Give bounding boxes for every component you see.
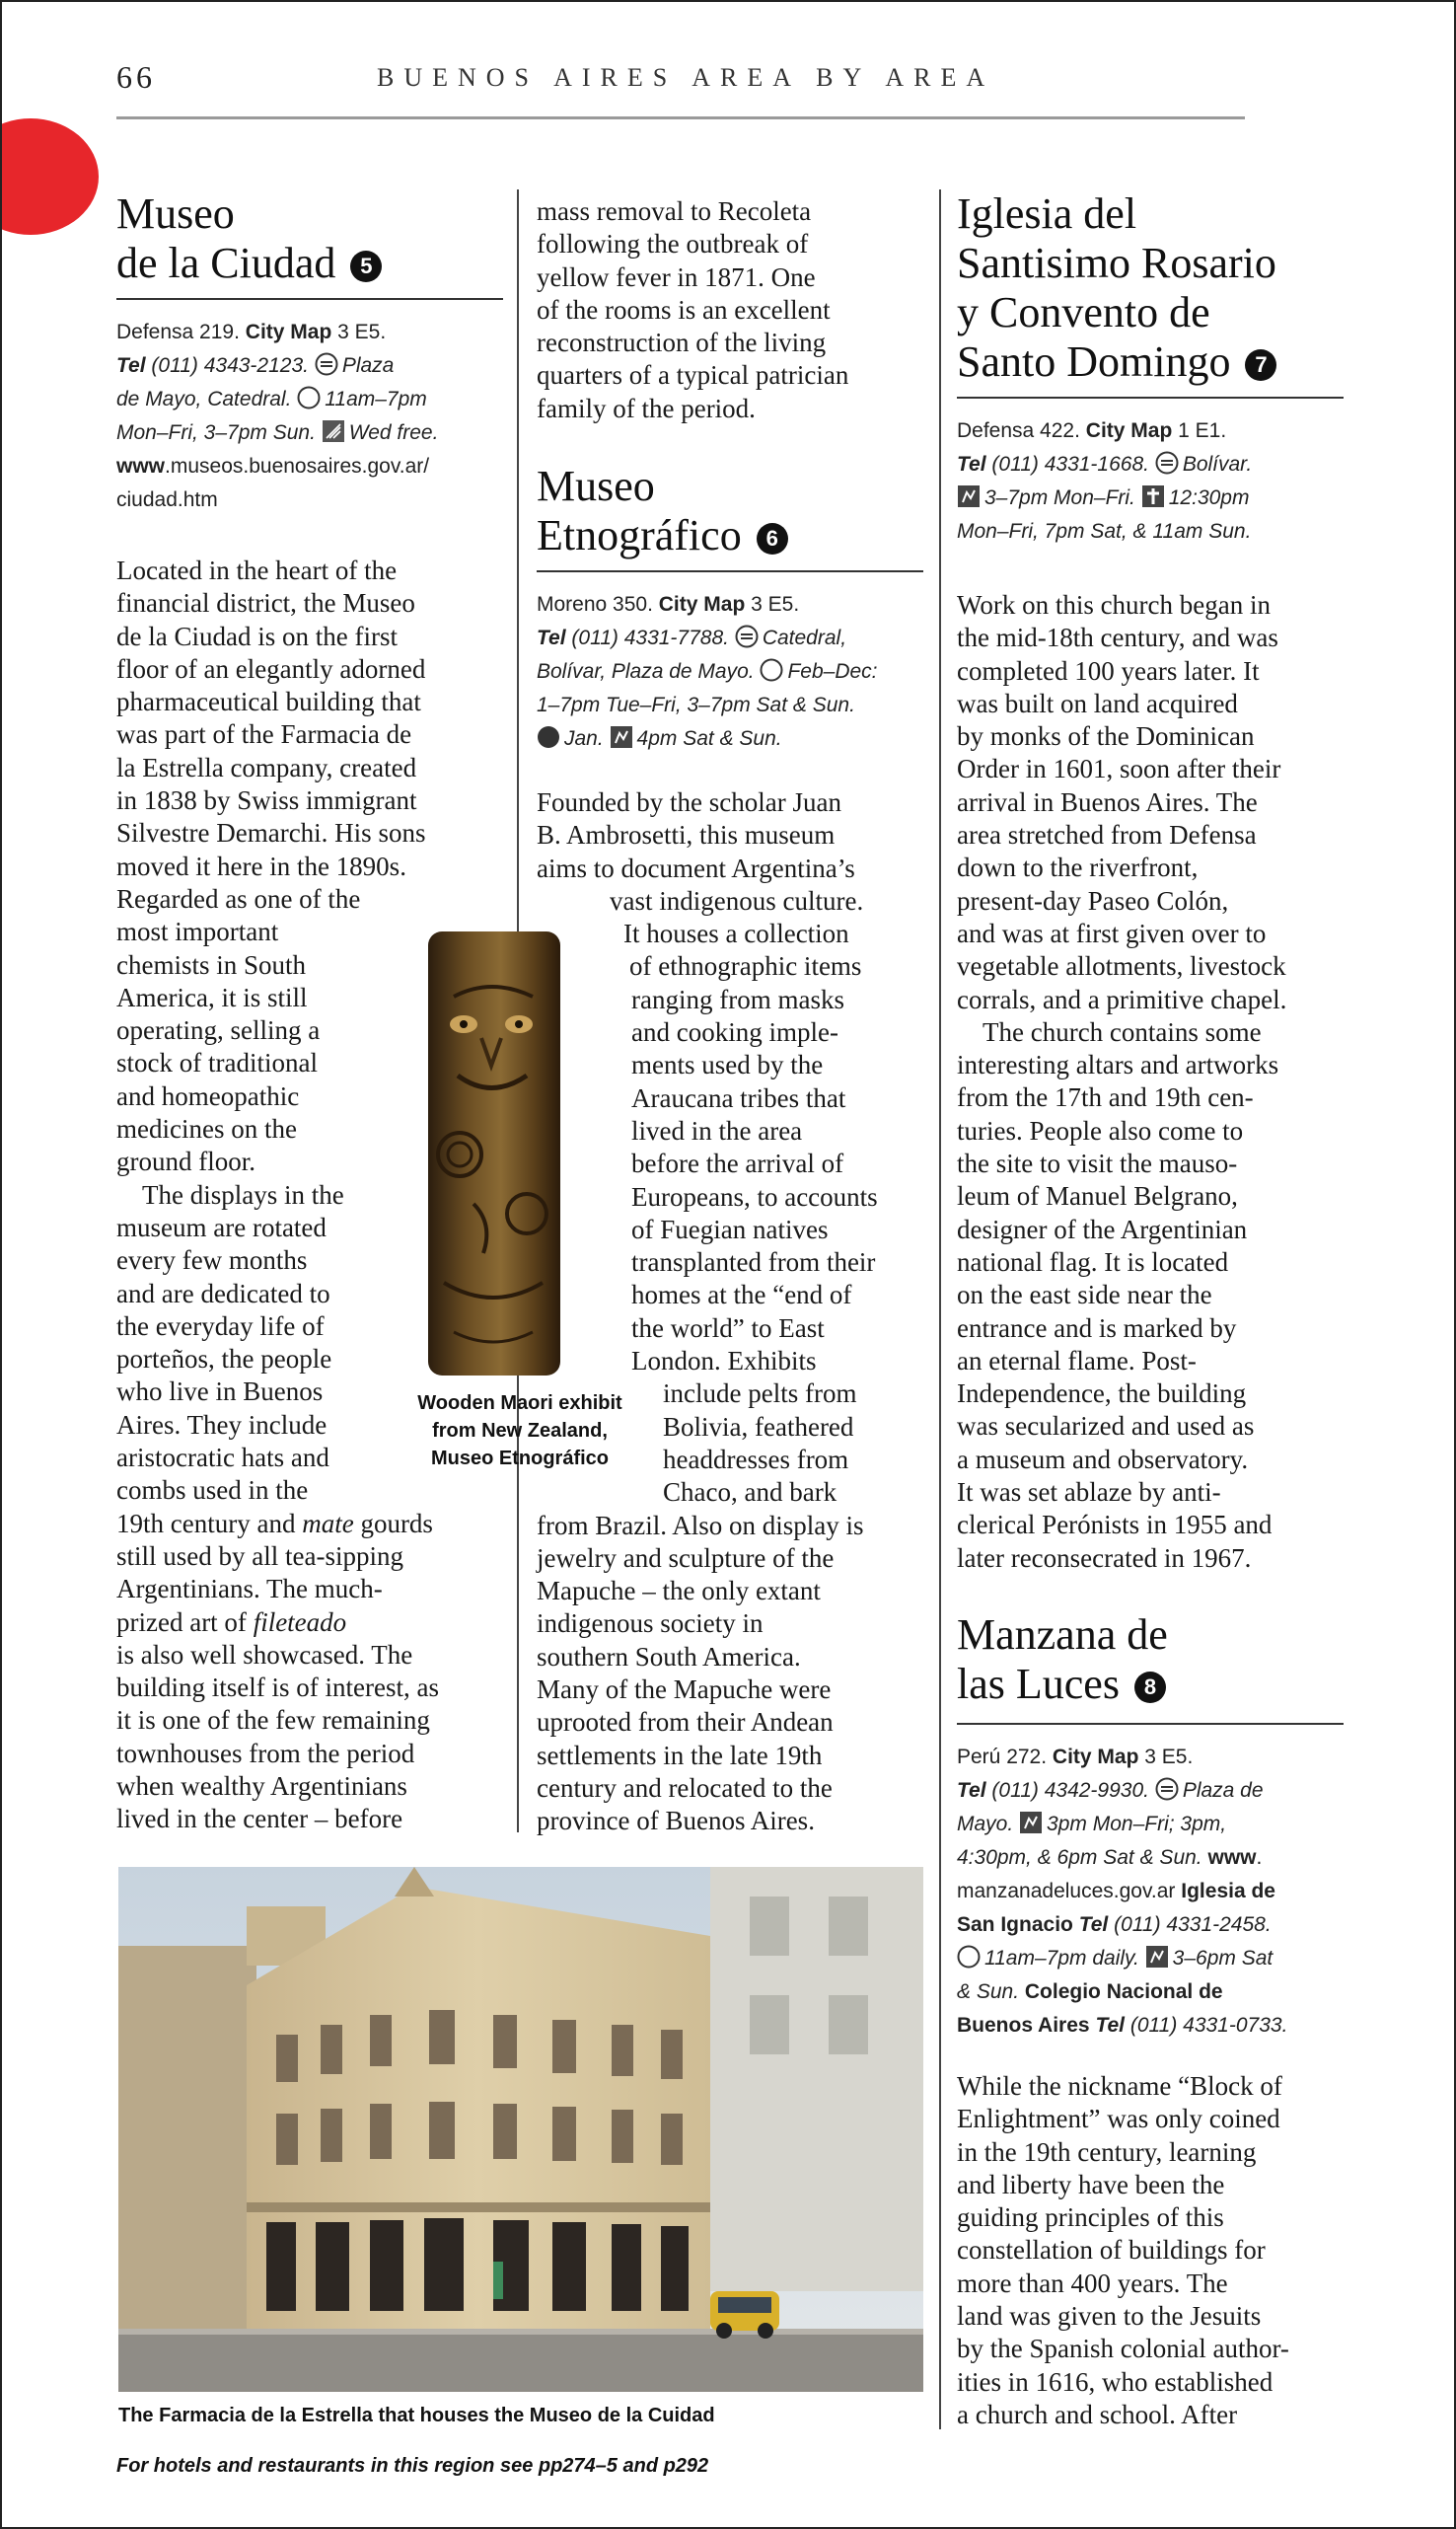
- free-admission-icon: [322, 419, 345, 443]
- text-line: by monks of the Dominican: [957, 721, 1255, 752]
- text-line: aims to document Argentina’s: [537, 853, 855, 883]
- iglesia-metro: Bolívar.: [1182, 453, 1253, 476]
- text-line: Order in 1601, soon after their: [957, 754, 1281, 784]
- iglesia-title-line4: Santo Domingo: [957, 337, 1231, 386]
- guided-tours-icon: [1145, 1945, 1169, 1969]
- iglesia-tours: 3–7pm Mon–Fri.: [984, 486, 1135, 509]
- text-line: Located in the heart of the: [116, 556, 398, 585]
- text-line: indigenous society in: [537, 1608, 764, 1639]
- text-line: was part of the Farmacia de: [116, 719, 412, 750]
- museo-etnografico-hours: Feb–Dec:: [787, 660, 878, 683]
- museo-ciudad-map-ref: 3 E5.: [337, 321, 387, 343]
- text-line: clerical Perónists in 1955 and: [957, 1510, 1273, 1540]
- manzana-info: Perú 272. City Map 3 E5. Tel (011) 4342-9930. Plaza de Mayo. 3pm Mon–Fri; 3pm, 4:30pm, & 6pm Sat & Sun. www. manzanadeluces.gov.ar Iglesia de San Ignacio Tel (011) 4331-2458. 11am–7pm daily. 3–6pm Sat & Sun. Colegio Nacional de Buenos Aires Tel (011) 4331-0733.: [957, 1746, 1288, 2037]
- museo-ciudad-free: Wed free.: [348, 421, 439, 444]
- museo-ciudad-number-badge: 5: [350, 251, 382, 282]
- san-ignacio-name: Iglesia de: [1181, 1880, 1275, 1902]
- text-line: in the 19th century, learning: [957, 2136, 1257, 2167]
- text-line: Aires. They include: [116, 1409, 328, 1440]
- text-line: leum of Manuel Belgrano,: [957, 1181, 1238, 1212]
- text-line: before the arrival of: [631, 1149, 844, 1179]
- text-line: Europeans, to accounts: [631, 1181, 878, 1212]
- museo-etnografico-body: [537, 786, 931, 1838]
- manzana-body: [957, 2070, 1371, 2431]
- text-line: ranging from masks: [631, 984, 844, 1014]
- manzana-map-label: City Map: [1052, 1746, 1139, 1768]
- museo-etnografico-hours-2: 1–7pm Tue–Fri, 3–7pm Sat & Sun.: [537, 694, 855, 716]
- text-line: moved it here in the 1890s.: [116, 851, 406, 881]
- text-line: was secularized and used as: [957, 1411, 1255, 1442]
- colegio-tel: (011) 4331-0733.: [1129, 2014, 1288, 2037]
- colegio-tel-label: Tel: [1095, 2014, 1125, 2037]
- text-line: designer of the Argentinian: [957, 1214, 1248, 1244]
- museo-ciudad-address: Defensa 219.: [116, 321, 240, 343]
- text-line: B. Ambrosetti, this museum: [537, 820, 836, 851]
- text-line: porteños, the people: [116, 1344, 332, 1375]
- text-line: London. Exhibits: [631, 1346, 817, 1376]
- text-line: aristocratic hats and: [116, 1443, 329, 1473]
- guided-tours-icon: [957, 484, 981, 508]
- text-line: was built on land acquired: [957, 688, 1238, 718]
- text-line: vegetable allotments, livestock: [957, 951, 1286, 982]
- text-line: While the nickname “Block of: [957, 2071, 1282, 2101]
- iglesia-title-rule: [957, 397, 1344, 399]
- manzana-tours-2: 4:30pm, & 6pm Sat & Sun.: [957, 1846, 1202, 1869]
- text-line: from Brazil. Also on display is: [537, 1510, 864, 1540]
- museo-ciudad-web-prefix: www: [116, 455, 166, 478]
- iglesia-mass: 12:30pm: [1168, 486, 1250, 509]
- text-line: later reconsecrated in 1967.: [957, 1542, 1252, 1573]
- text-line: mass removal to Recoleta: [537, 196, 812, 226]
- manzana-metro: Plaza de: [1182, 1779, 1264, 1802]
- text-line: constellation of buildings for: [957, 2235, 1266, 2266]
- maori-caption-line1: Wooden Maori exhibit: [417, 1392, 622, 1414]
- text-line: financial district, the Museo: [116, 588, 415, 619]
- text-line: de la Ciudad is on the first: [116, 621, 398, 651]
- manzana-title-rule: [957, 1723, 1344, 1725]
- text-line: chemists in South: [116, 949, 307, 980]
- iglesia-map-label: City Map: [1085, 419, 1173, 442]
- text-line: headdresses from: [663, 1444, 849, 1474]
- text-line: Argentinians. The much-: [116, 1574, 383, 1604]
- text-fragment-italic: mate: [302, 1508, 354, 1538]
- metro-icon: [735, 625, 759, 648]
- text-line: on the east side near the: [957, 1280, 1212, 1310]
- iglesia-title-line3: y Convento de: [957, 288, 1210, 336]
- text-line: Founded by the scholar Juan: [537, 787, 841, 817]
- text-line: [116, 1606, 511, 1639]
- text-line: turies. People also come to: [957, 1115, 1244, 1146]
- san-ignacio-tours-2: & Sun.: [957, 1980, 1020, 2003]
- text-line: The displays in the: [142, 1179, 344, 1210]
- text-line: century and relocated to the: [537, 1772, 833, 1803]
- san-ignacio-tours: 3–6pm Sat: [1172, 1947, 1274, 1970]
- museo-ciudad-title-line2: de la Ciudad: [116, 239, 336, 287]
- page-number: 66: [116, 59, 156, 95]
- text-line: more than 400 years. The: [957, 2268, 1228, 2298]
- museo-etnografico-metro-2: Bolívar, Plaza de Mayo.: [537, 660, 755, 683]
- text-line: floor of an elegantly adorned: [116, 653, 426, 684]
- metro-icon: [1155, 1777, 1179, 1801]
- text-line: the everyday life of: [116, 1310, 325, 1341]
- text-line: homes at the “end of: [631, 1280, 852, 1310]
- text-line: Work on this church began in: [957, 590, 1272, 620]
- museo-etnografico-closed: Jan.: [564, 727, 604, 750]
- manzana-tours: 3pm Mon–Fri; 3pm,: [1047, 1813, 1227, 1835]
- text-line: every few months: [116, 1245, 308, 1276]
- text-line: stock of traditional: [116, 1048, 318, 1079]
- text-line: down to the riverfront,: [957, 853, 1199, 883]
- text-line: It houses a collection: [623, 919, 849, 949]
- text-line: Silvestre Demarchi. His sons: [116, 818, 426, 849]
- guided-tours-icon: [1019, 1811, 1043, 1834]
- metro-icon: [1155, 451, 1179, 475]
- text-line: and are dedicated to: [116, 1278, 330, 1308]
- text-line: operating, selling a: [116, 1015, 321, 1046]
- iglesia-number-badge: 7: [1245, 349, 1276, 381]
- text-line: area stretched from Defensa: [957, 820, 1257, 851]
- museo-ciudad-info: [116, 316, 511, 517]
- museo-ciudad-tel: (011) 4343-2123.: [151, 354, 309, 377]
- museo-etnografico-map-label: City Map: [658, 593, 746, 616]
- text-line: ground floor.: [116, 1147, 255, 1177]
- text-line: Araucana tribes that: [631, 1082, 846, 1113]
- text-line: the site to visit the mauso-: [957, 1149, 1238, 1179]
- iglesia-title: [957, 189, 1371, 387]
- footer-cross-reference: For hotels and restaurants in this region see pp274–5 and p292: [116, 2455, 709, 2477]
- text-line: medicines on the: [116, 1114, 297, 1145]
- san-ignacio-tel-label: Tel: [1078, 1913, 1109, 1936]
- museo-etnografico-address: Moreno 350.: [537, 593, 653, 616]
- text-line: southern South America.: [537, 1641, 801, 1672]
- text-line: completed 100 years later. It: [957, 655, 1260, 686]
- text-line: combs used in the: [116, 1475, 309, 1506]
- museo-ciudad-web: .museos.buenosaires.gov.ar/: [165, 455, 430, 478]
- text-line: guiding principles of this: [957, 2202, 1224, 2233]
- colegio-name-2: Buenos Aires: [957, 2014, 1090, 2037]
- text-line: interesting altars and artworks: [957, 1050, 1279, 1080]
- text-line: entrance and is marked by: [957, 1312, 1237, 1343]
- closed-icon: [537, 725, 560, 749]
- text-line: of the rooms is an excellent: [537, 294, 831, 325]
- museo-ciudad-tel-label: Tel: [116, 354, 146, 377]
- iglesia-info: [957, 414, 1351, 549]
- museo-ciudad-title: [116, 189, 511, 288]
- manzana-web: manzanadeluces.gov.ar: [957, 1880, 1176, 1902]
- text-line: and cooking imple-: [631, 1017, 838, 1048]
- text-line: from the 17th and 19th cen-: [957, 1082, 1254, 1113]
- text-line: Enlightment” was only coined: [957, 2104, 1280, 2134]
- text-line: [116, 1508, 511, 1540]
- manzana-tel: (011) 4342-9930.: [991, 1779, 1149, 1802]
- church-services-icon: [1141, 484, 1165, 508]
- text-line: townhouses from the period: [116, 1738, 415, 1768]
- text-fragment-italic: fileteado: [253, 1606, 347, 1637]
- text-line: a church and school. After: [957, 2399, 1238, 2429]
- museo-ciudad-web-line2: ciudad.htm: [116, 488, 218, 511]
- text-line: quarters of a typical patrician: [537, 360, 849, 391]
- text-line: la Estrella company, created: [116, 752, 417, 782]
- museo-etnografico-metro: Catedral,: [762, 627, 847, 649]
- text-line: corrals, and a primitive chapel.: [957, 984, 1287, 1014]
- text-line: province of Buenos Aires.: [537, 1806, 815, 1836]
- text-line: Chaco, and bark: [663, 1477, 837, 1508]
- san-ignacio-hours: 11am–7pm daily.: [984, 1947, 1139, 1970]
- museo-ciudad-metro: Plaza: [341, 354, 395, 377]
- text-line: of ethnographic items: [629, 951, 862, 982]
- maori-caption-line3: Museo Etnográfico: [430, 1448, 609, 1469]
- opening-hours-icon: [297, 386, 321, 409]
- text-line: Mapuche – the only extant: [537, 1576, 821, 1606]
- museo-etnografico-tel: (011) 4331-7788.: [571, 627, 729, 649]
- text-line: still used by all tea-sipping: [116, 1540, 403, 1571]
- text-line: of Fuegian natives: [631, 1214, 829, 1244]
- text-line: vast indigenous culture.: [610, 885, 864, 916]
- museo-ciudad-metro-2: de Mayo, Catedral.: [116, 388, 292, 410]
- text-line: reconstruction of the living: [537, 328, 827, 358]
- iglesia-mass-2: Mon–Fri, 7pm Sat, & 11am Sun.: [957, 520, 1252, 543]
- text-line: by the Spanish colonial author-: [957, 2334, 1289, 2364]
- iglesia-tel-label: Tel: [957, 453, 986, 476]
- opening-hours-icon: [957, 1945, 981, 1969]
- text-line: land was given to the Jesuits: [957, 2301, 1262, 2332]
- text-fragment: 19th century and: [116, 1508, 296, 1538]
- text-line: It was set ablaze by anti-: [957, 1477, 1221, 1508]
- text-line: building itself is of interest, as: [116, 1673, 439, 1703]
- column-rule-2: [939, 189, 941, 2429]
- text-line: include pelts from: [663, 1378, 857, 1409]
- iglesia-map-ref: 1 E1.: [1178, 419, 1227, 442]
- manzana-web-prefix: www: [1207, 1846, 1257, 1869]
- text-line: Bolivia, feathered: [663, 1411, 854, 1442]
- san-ignacio-name-2: San Ignacio: [957, 1913, 1073, 1936]
- colegio-name: Colegio Nacional de: [1024, 1980, 1223, 2003]
- text-line: an eternal flame. Post-: [957, 1345, 1197, 1376]
- manzana-map-ref: 3 E5.: [1144, 1746, 1194, 1768]
- museo-etnografico-title-line2: Etnográfico: [537, 511, 742, 559]
- text-line: national flag. It is located: [957, 1246, 1229, 1277]
- farmacia-photo-caption: The Farmacia de la Estrella that houses the Museo de la Cuidad: [118, 2405, 715, 2426]
- manzana-metro-2: Mayo.: [957, 1813, 1014, 1835]
- text-line: the mid-18th century, and was: [957, 623, 1278, 653]
- text-line: the world” to East: [631, 1312, 825, 1343]
- text-line: is also well showcased. The: [116, 1639, 413, 1670]
- text-line: uprooted from their Andean: [537, 1707, 834, 1738]
- text-line: family of the period.: [537, 393, 756, 423]
- text-line: ments used by the: [631, 1050, 824, 1080]
- museo-etnografico-tel-label: Tel: [537, 627, 566, 649]
- manzana-number-badge: 8: [1134, 1672, 1166, 1703]
- text-line: most important: [116, 917, 279, 947]
- iglesia-title-line2: Santisimo Rosario: [957, 239, 1276, 287]
- metro-icon: [315, 352, 338, 376]
- text-line: who live in Buenos: [116, 1376, 324, 1407]
- text-line: museum are rotated: [116, 1212, 327, 1242]
- text-line: it is one of the few remaining: [116, 1705, 430, 1736]
- manzana-address: Perú 272.: [957, 1746, 1048, 1768]
- text-line: transplanted from their: [631, 1247, 876, 1278]
- museo-ciudad-map-label: City Map: [245, 321, 332, 343]
- text-line: lived in the center – before: [116, 1804, 403, 1834]
- museo-etnografico-title: [537, 462, 931, 560]
- text-line: arrival in Buenos Aires. The: [957, 786, 1258, 817]
- text-line: pharmaceutical building that: [116, 687, 421, 717]
- manzana-title-line1: Manzana de: [957, 1610, 1168, 1659]
- section-thumb-tab: [0, 118, 99, 235]
- museo-ciudad-hours: 11am–7pm: [325, 388, 427, 410]
- text-line: lived in the area: [631, 1115, 803, 1146]
- text-line: and liberty have been the: [957, 2169, 1225, 2199]
- text-line: ities in 1616, who established: [957, 2366, 1274, 2397]
- text-line: Regarded as one of the: [116, 883, 361, 914]
- manzana-tel-label: Tel: [957, 1779, 986, 1802]
- iglesia-tel: (011) 4331-1668.: [991, 453, 1149, 476]
- text-line: yellow fever in 1871. One: [537, 261, 816, 292]
- museo-etnografico-number-badge: 6: [757, 523, 788, 555]
- farmacia-building-photo: [118, 1867, 923, 2392]
- iglesia-address: Defensa 422.: [957, 419, 1080, 442]
- text-line: when wealthy Argentinians: [116, 1770, 407, 1801]
- text-line: settlements in the late 19th: [537, 1740, 823, 1770]
- text-line: Independence, the building: [957, 1378, 1247, 1409]
- museo-etnografico-info: [537, 588, 931, 756]
- text-line: Many of the Mapuche were: [537, 1674, 832, 1705]
- text-line: following the outbreak of: [537, 229, 809, 260]
- running-head: BUENOS AIRES AREA BY AREA: [377, 63, 995, 92]
- museo-ciudad-body-continued: [537, 195, 931, 425]
- iglesia-title-line1: Iglesia del: [957, 189, 1137, 238]
- text-line: The church contains some: [983, 1016, 1262, 1047]
- text-fragment: prized art of: [116, 1606, 247, 1637]
- museo-etnografico-title-rule: [537, 570, 923, 572]
- museo-etnografico-map-ref: 3 E5.: [751, 593, 800, 616]
- manzana-title-line2: las Luces: [957, 1660, 1120, 1708]
- guided-tours-icon: [610, 725, 633, 749]
- text-line: and homeopathic: [116, 1080, 300, 1111]
- san-ignacio-tel: (011) 4331-2458.: [1114, 1913, 1272, 1936]
- museo-ciudad-title-line1: Museo: [116, 189, 235, 238]
- museo-ciudad-hours-2: Mon–Fri, 3–7pm Sun.: [116, 421, 316, 444]
- museo-etnografico-tours: 4pm Sat & Sun.: [636, 727, 782, 750]
- text-line: jewelry and sculpture of the: [537, 1542, 835, 1573]
- museo-ciudad-title-rule: [116, 298, 503, 300]
- manzana-title: [957, 1610, 1371, 1709]
- text-line: and was at first given over to: [957, 918, 1267, 948]
- museo-etnografico-title-line1: Museo: [537, 462, 655, 510]
- text-fragment: gourds: [360, 1508, 433, 1538]
- iglesia-body: [957, 589, 1371, 1575]
- maori-caption-line2: from New Zealand,: [432, 1420, 608, 1442]
- header-rule: [116, 116, 1245, 119]
- text-line: in 1838 by Swiss immigrant: [116, 785, 417, 816]
- opening-hours-icon: [760, 658, 783, 682]
- text-line: a museum and observatory.: [957, 1444, 1249, 1474]
- text-line: present-day Paseo Colón,: [957, 885, 1229, 916]
- text-line: America, it is still: [116, 982, 308, 1012]
